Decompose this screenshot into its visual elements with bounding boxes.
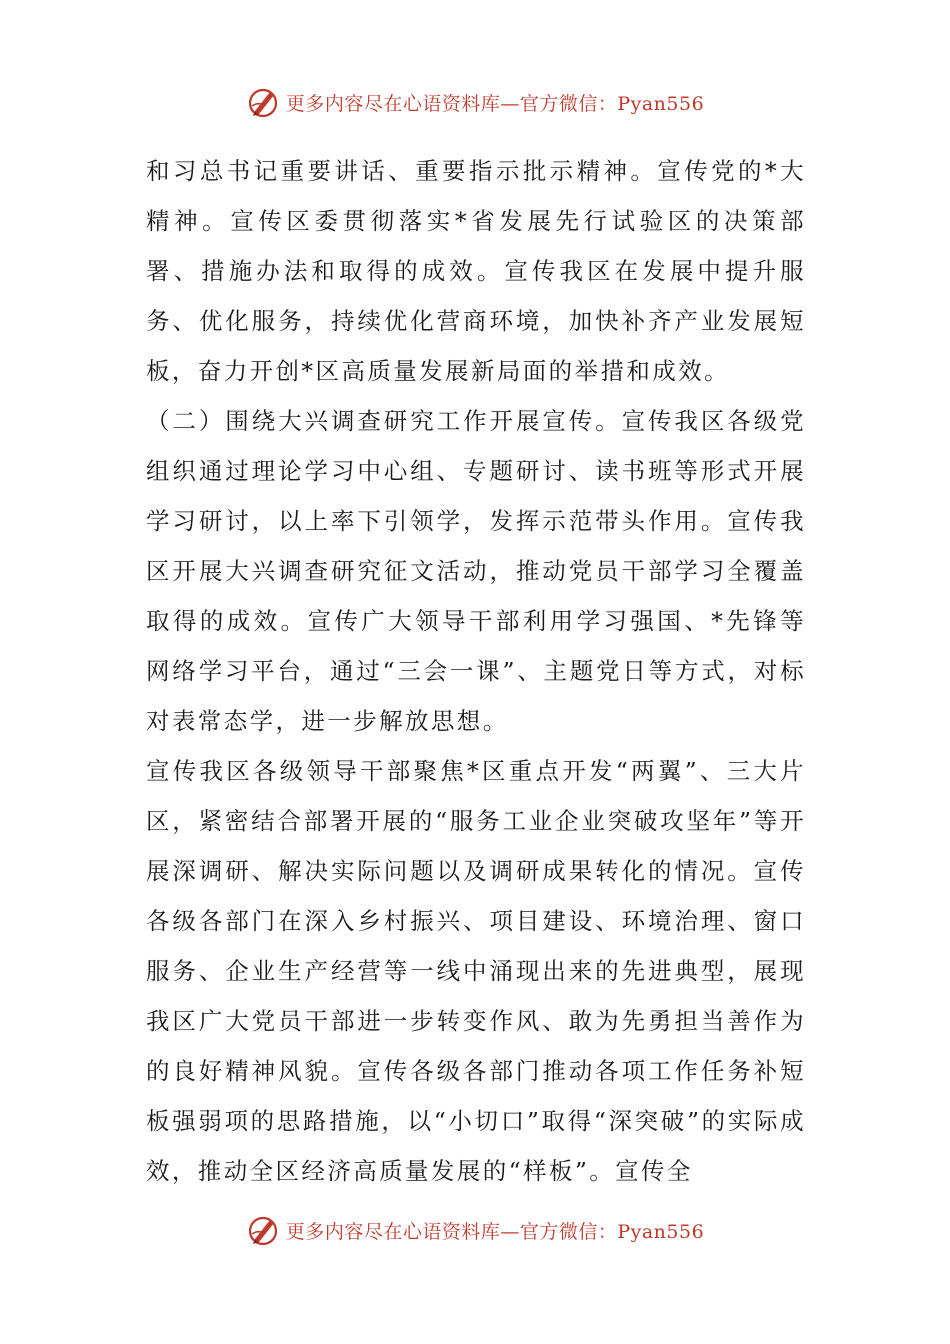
paragraph-1: 和习总书记重要讲话、重要指示批示精神。宣传党的*大精神。宣传区委贯彻落实*省发展先行试验区的决策部署、措施办法和取得的成效。宣传我区在发展中提升服务、优化服务，持续优化营商环境，加快补齐产业发展短板，奋力开创*区高质量发展新局面的举措和成效。	[146, 157, 806, 385]
pen-logo-icon	[246, 1212, 282, 1248]
header-watermark	[0, 82, 950, 122]
footer-watermark	[0, 1210, 950, 1250]
document-body	[146, 146, 806, 1196]
paragraph-3: 宣传我区各级领导干部聚焦*区重点开发“两翼”、三大片区，紧密结合部署开展的“服务工业企业突破攻坚年”等开展深调研、解决实际问题以及调研成果转化的情况。宣传各级各部门在深入乡村振兴、项目建设、环境治理、窗口服务、企业生产经营等一线中涌现出来的先进典型，展现我区广大党员干部进一步转变作风、敢为先勇担当善作为的良好精神风貌。宣传各级各部门推动各项工作任务补短板强弱项的思路措施，以“小切口”取得“深突破”的实际成效，推动全区经济高质量发展的“样板”。宣传全	[146, 757, 806, 1185]
paragraph-2: （二）围绕大兴调查研究工作开展宣传。宣传我区各级党组织通过理论学习中心组、专题研讨、读书班等形式开展学习研讨，以上率下引领学，发挥示范带头作用。宣传我区开展大兴调查研究征文活动，推动党员干部学习全覆盖取得的成效。宣传广大领导干部利用学习强国、*先锋等网络学习平台，通过“三会一课”、主题党日等方式，对标对表常态学，进一步解放思想。	[146, 407, 806, 735]
watermark-text: 更多内容尽在心语资料库—官方微信：Pyan556	[285, 92, 705, 115]
watermark-text: 更多内容尽在心语资料库—官方微信：Pyan556	[285, 1220, 705, 1243]
pen-logo-icon	[246, 84, 282, 120]
